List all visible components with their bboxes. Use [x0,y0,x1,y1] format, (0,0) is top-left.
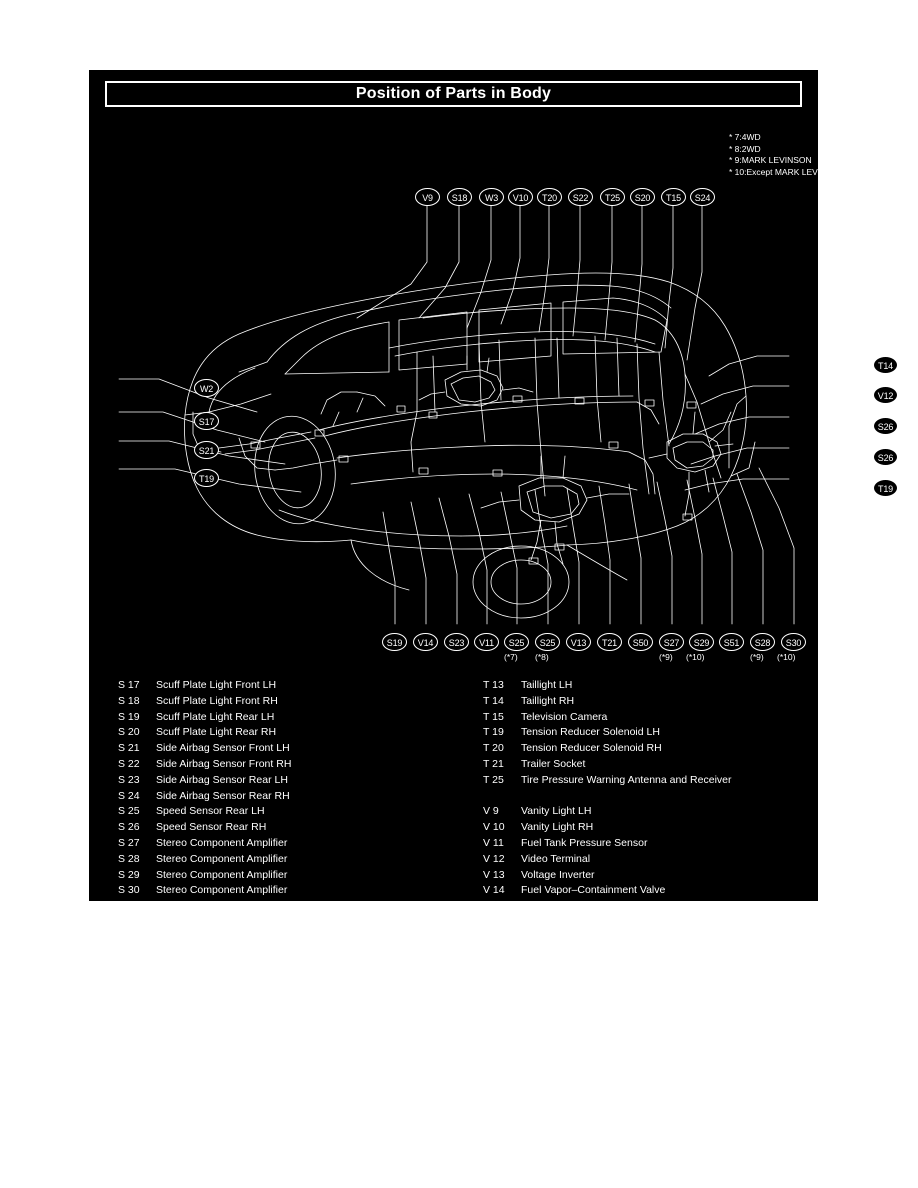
part-code: T 21 [483,757,504,770]
part-code: T 13 [483,679,504,691]
callout-v13[interactable]: V13 [566,633,591,651]
part-row [118,899,448,915]
parts-list-gap [483,789,813,805]
part-row [483,931,813,947]
part-code: T 15 [483,710,504,723]
part-row [483,741,813,757]
part-row [483,710,813,726]
part-name: Tension Reducer Solenoid RH [521,742,662,755]
part-name: Television Camera [521,710,608,723]
callout-v14[interactable]: V14 [413,633,438,651]
part-name: Trailer Socket [521,757,586,770]
part-row [118,852,448,868]
part-code: V 12 [483,852,505,865]
part-code: S 23 [118,773,140,786]
part-name: Stereo Component Amplifier [156,915,288,928]
callout-s18[interactable]: S18 [447,188,472,206]
part-name: Woofer (Front RH) [521,931,608,944]
parts-list-column-right [483,678,813,947]
part-name: Side Airbag Sensor Front RH [156,757,292,770]
part-row [118,678,448,694]
part-code: V 10 [483,821,505,834]
callout-t14[interactable]: T14 [873,356,898,374]
part-row [118,725,448,741]
part-name: Voltage Inverter [521,868,595,881]
part-name: Fuel Vapor–Containment Valve [521,884,666,897]
callout-v12[interactable]: V12 [873,386,898,404]
part-code: S 50 [118,900,140,913]
note-item: * 8:2WD [729,143,761,154]
part-name: Stereo Component Amplifier [156,900,288,913]
part-code: V 9 [483,805,499,818]
part-code: V 13 [483,868,505,881]
part-row [118,789,448,805]
part-name: Speed Sensor Rear LH [156,805,265,818]
callout-s29[interactable]: S29 [689,633,714,651]
part-code: S 26 [118,821,140,834]
part-name: Vanity Light RH [521,821,594,834]
callout-t25[interactable]: T25 [600,188,625,206]
callout-s21[interactable]: S21 [194,441,219,459]
part-row [483,883,813,899]
part-code: W 3 [483,931,502,944]
part-name: Speed Sensor Rear RH [156,821,267,834]
callout-note-s30: (*10) [777,652,796,662]
part-code: W 2 [483,915,502,928]
diagram-panel [89,70,894,944]
part-code: S 20 [118,726,140,739]
callout-s28[interactable]: S28 [750,633,775,651]
part-row [118,915,448,931]
callout-s25-8[interactable]: S25 [535,633,560,651]
part-name: Vanity Light LH [521,805,592,818]
part-code: S 18 [118,694,140,707]
callout-note-s28: (*9) [750,652,764,662]
part-name: Stereo Component Amplifier [156,868,288,881]
part-code: S 30 [118,884,140,897]
part-row [118,820,448,836]
part-row [483,773,813,789]
callout-t19-left[interactable]: T19 [194,469,219,487]
part-name: Stereo Component Amplifier [156,884,288,897]
part-code: S 25 [118,805,140,818]
part-row [118,868,448,884]
callout-w2[interactable]: W2 [194,379,219,397]
part-name: Stereo Component Amplifier [156,836,288,849]
callout-note-s27: (*9) [659,652,673,662]
title-bar [105,81,802,107]
part-row [483,820,813,836]
callout-s26-7[interactable]: S26 [873,448,898,466]
note-item: * 7:4WD [729,132,761,142]
note-item: * 10:Except MARK LEVINSON [729,166,845,177]
part-name: Side Airbag Sensor Front LH [156,742,290,755]
part-code: T 14 [483,694,504,707]
part-row [118,836,448,852]
callout-s20[interactable]: S20 [630,188,655,206]
part-name: Side Airbag Sensor Rear RH [156,789,290,802]
callout-t19-right[interactable]: T19 [873,479,898,497]
part-code: S 28 [118,852,140,865]
callout-s24[interactable]: S24 [690,188,715,206]
part-code: S 17 [118,679,140,691]
callout-t21[interactable]: T21 [597,633,622,651]
part-name: Scuff Plate Light Rear RH [156,726,277,739]
part-code: T 19 [483,726,504,739]
part-row [483,725,813,741]
part-name: Stereo Component Amplifier [156,852,288,865]
part-name: Tension Reducer Solenoid LH [521,726,660,739]
part-code: S 27 [118,836,140,849]
part-row [118,883,448,899]
part-code: V 11 [483,836,504,849]
part-name: Scuff Plate Light Front LH [156,679,277,691]
callout-note-s29: (*10) [686,652,705,662]
part-row [483,868,813,884]
part-row [483,852,813,868]
part-name: Video Terminal [521,852,591,865]
note-item: * 9:MARK LEVINSON [729,155,812,165]
part-name: Taillight RH [521,694,575,707]
part-row [483,757,813,773]
callout-s50[interactable]: S50 [628,633,653,651]
part-row [118,773,448,789]
part-row [483,804,813,820]
callout-t15[interactable]: T15 [661,188,686,206]
part-name: Tire Pressure Warning Antenna and Receiver [521,773,732,786]
part-code: T 20 [483,742,504,755]
part-name: Scuff Plate Light Rear LH [156,710,275,723]
part-name: Taillight LH [521,679,573,691]
callout-s27[interactable]: S27 [659,633,684,651]
part-code: S 21 [118,742,140,755]
callout-w3[interactable]: W3 [479,188,504,206]
part-name: Woofer (Front LH) [521,915,606,928]
part-code: S 29 [118,868,140,881]
parts-list-gap [483,899,813,915]
part-name: Side Airbag Sensor Rear LH [156,773,288,786]
callout-s25-7[interactable]: S25 [504,633,529,651]
part-name: Scuff Plate Light Front RH [156,694,278,707]
part-row [483,678,813,694]
callout-s30[interactable]: S30 [781,633,806,651]
part-name: Fuel Tank Pressure Sensor [521,836,648,849]
callout-s51[interactable]: S51 [719,633,744,651]
part-row [118,757,448,773]
page-title: Position of Parts in Body [355,85,552,102]
callout-s19[interactable]: S19 [382,633,407,651]
part-row [483,836,813,852]
callout-s23[interactable]: S23 [444,633,469,651]
part-row [118,804,448,820]
callout-note-s26-7: (*7) [846,441,860,451]
part-row [118,741,448,757]
callout-note-s25-7: (*7) [504,652,518,662]
part-code: S 24 [118,789,140,802]
callout-v9[interactable]: V9 [415,188,440,206]
callout-v10[interactable]: V10 [508,188,533,206]
callout-t20[interactable]: T20 [537,188,562,206]
callout-v11[interactable]: V11 [474,633,499,651]
callout-note-s26-8: (*8) [846,410,860,420]
part-code: S 19 [118,710,140,723]
part-row [483,694,813,710]
part-row [118,694,448,710]
part-code: S 22 [118,757,140,770]
part-row [483,915,813,931]
parts-list-column-left [118,678,448,931]
callout-s26-8[interactable]: S26 [873,417,898,435]
callout-s22[interactable]: S22 [568,188,593,206]
part-row [118,710,448,726]
part-code: V 14 [483,884,505,897]
part-code: S 51 [118,915,140,928]
callout-s17[interactable]: S17 [194,412,219,430]
part-code: T 25 [483,773,504,786]
callout-note-s25-8: (*8) [535,652,549,662]
